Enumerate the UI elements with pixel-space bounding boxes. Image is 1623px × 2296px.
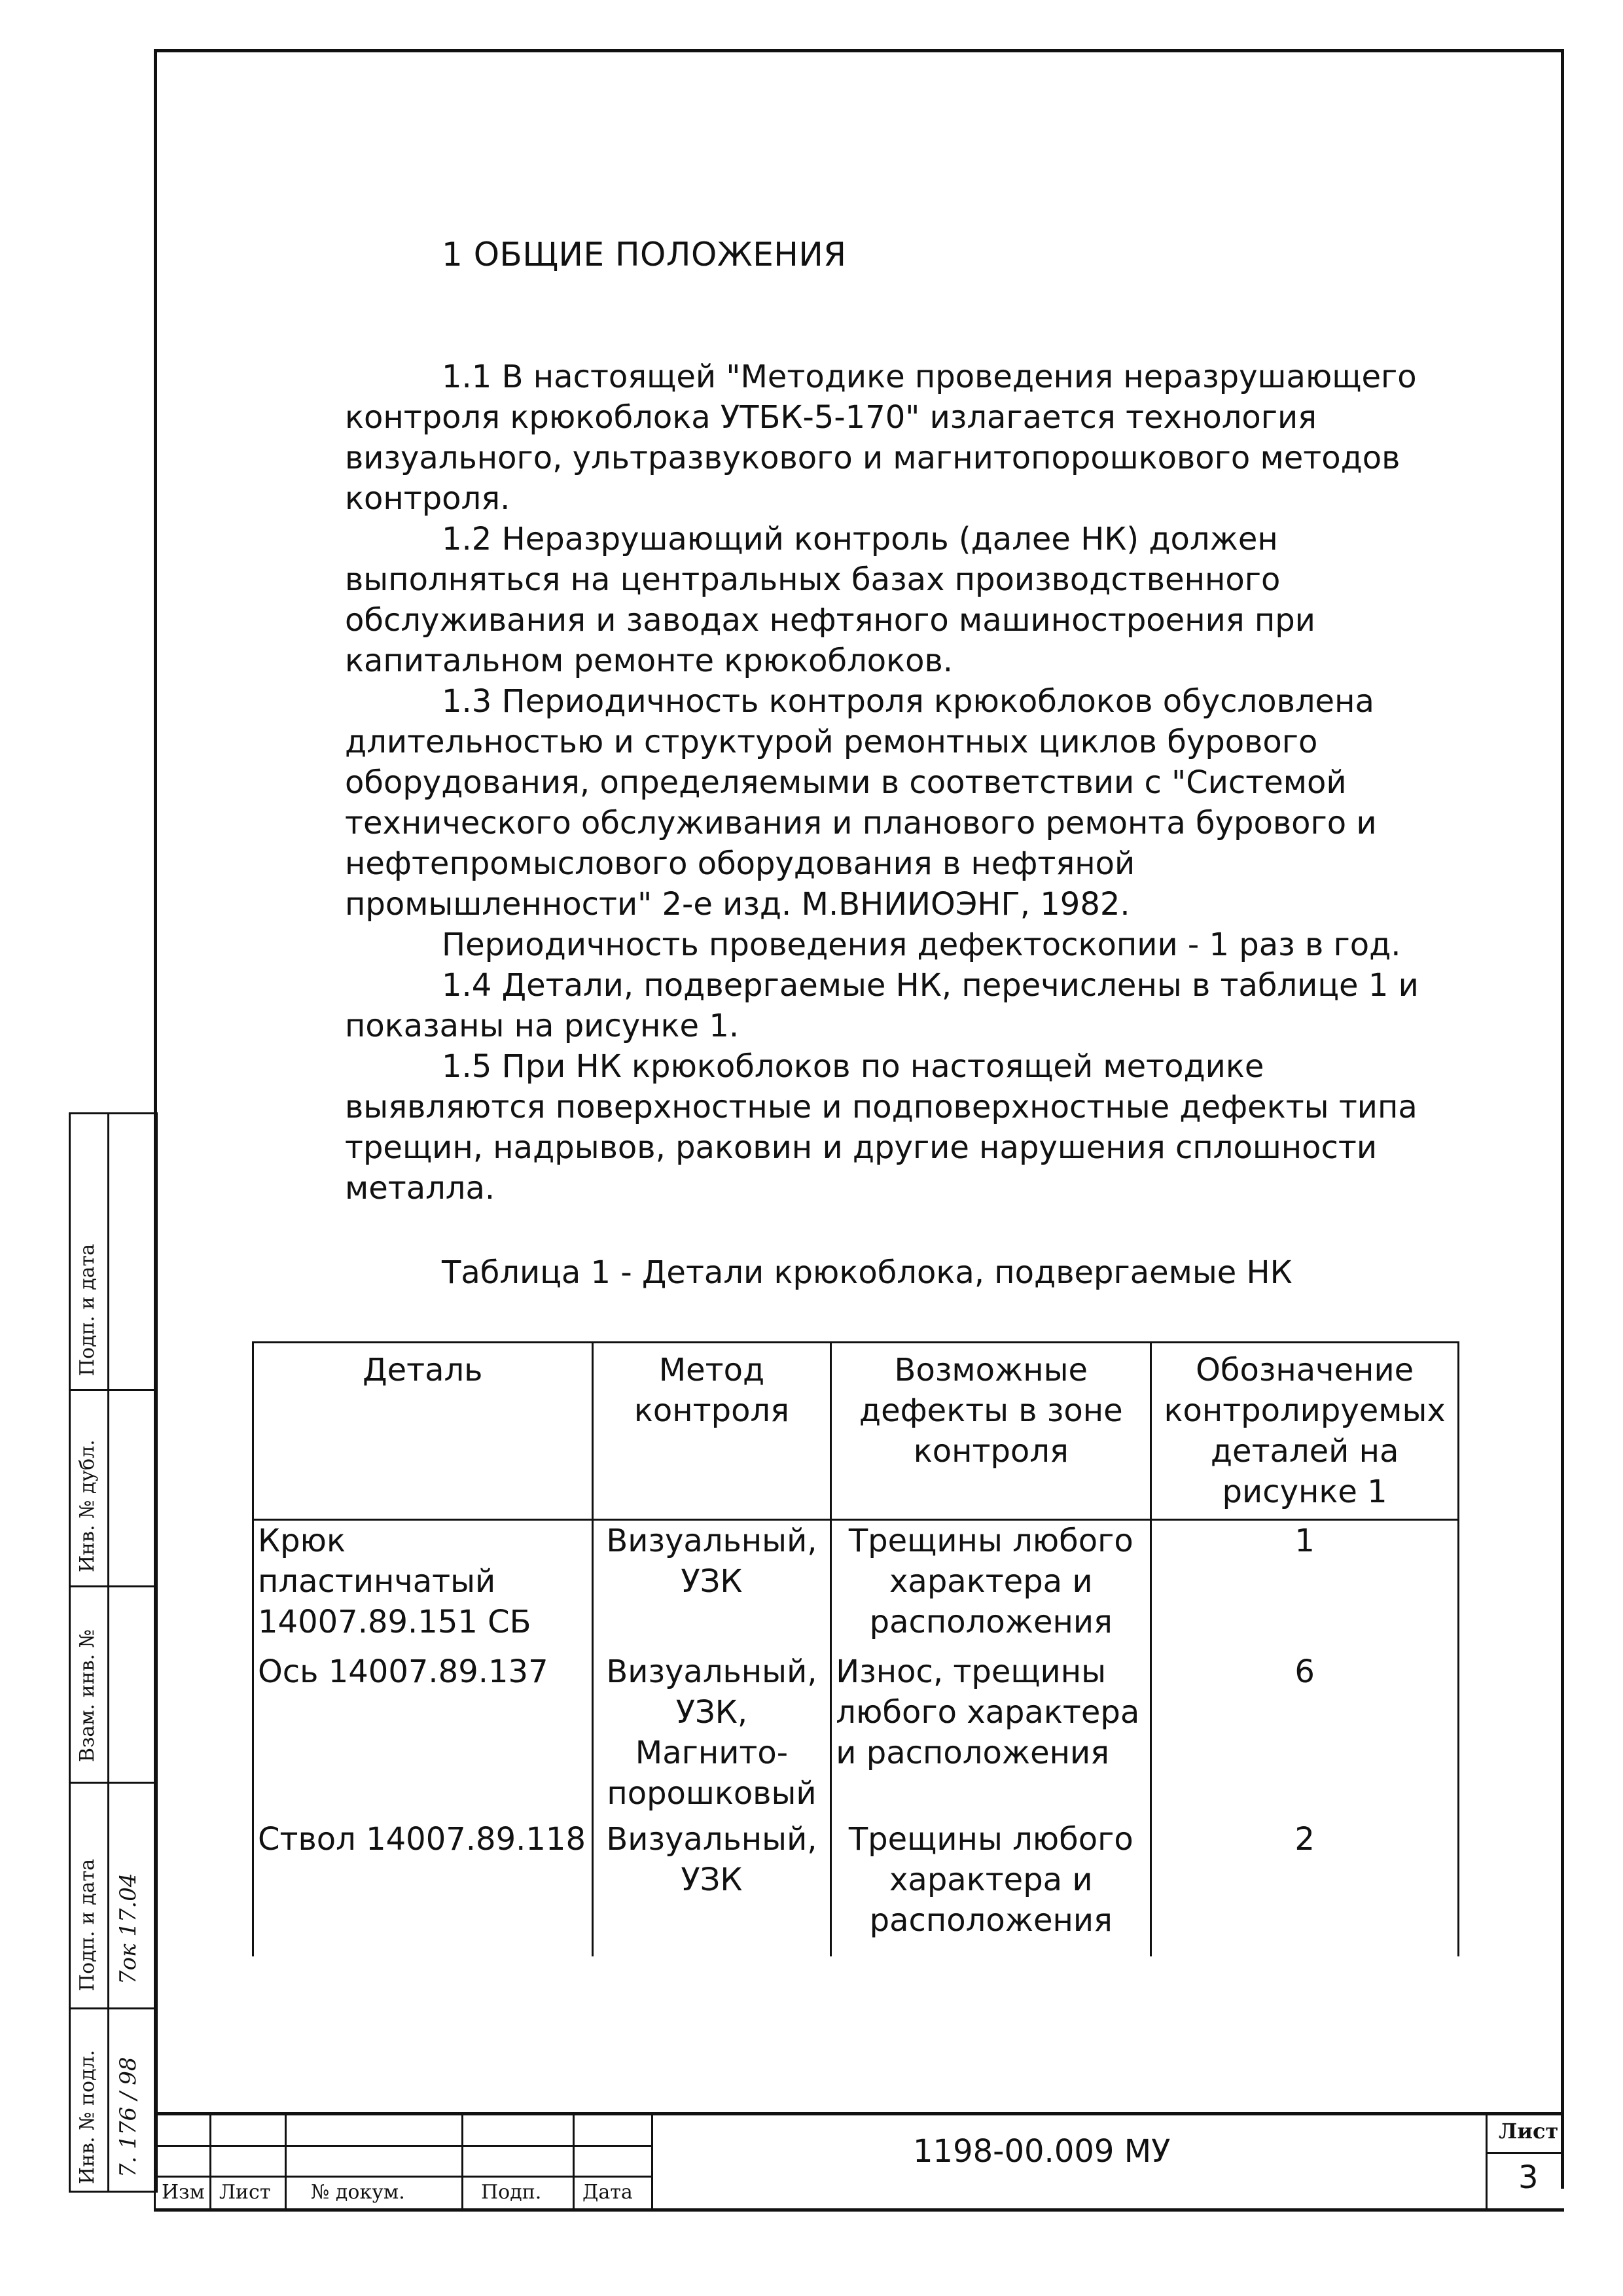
cell-defects: Трещины любого характера и расположения	[831, 1819, 1151, 1956]
section-heading: 1 ОБЩИЕ ПОЛОЖЕНИЯ	[442, 236, 847, 274]
tb-divider	[573, 2115, 575, 2208]
tb-divider	[285, 2115, 287, 2208]
header-mark: Обозначение контролируемых деталей на рисунке 1	[1151, 1343, 1459, 1520]
paragraph-1-1: 1.1 В настоящей "Методике проведения неразрушающего контроля крюкоблока УТБК-5-170" излагается технология визуального, ультразвукового и магнитопорошкового методов контроля.	[345, 359, 1417, 517]
stamp-label-orig-inv: Инв. № подл.	[76, 2049, 99, 2184]
tb-divider	[154, 2115, 156, 2208]
stamp-divider	[107, 1114, 109, 2191]
tb-divider	[209, 2115, 211, 2208]
document-number: 1198-00.009 МУ	[913, 2133, 1171, 2170]
header-method: Метод контроля	[592, 1343, 831, 1520]
tb-label-change: Изм	[162, 2181, 205, 2204]
tb-label-sheet: Лист	[219, 2181, 271, 2204]
tb-divider	[1486, 2152, 1564, 2154]
paragraph-1-2: 1.2 Неразрушающий контроль (далее НК) должен выполняться на центральных базах производственного обслуживания и заводах нефтяного машиностроения при капитальном ремонте крюкоблоков.	[345, 521, 1315, 679]
handwritten-signature-date: 7ок 17.04	[115, 1873, 141, 1985]
cell-mark: 1	[1151, 1520, 1459, 1652]
cell-defects: Трещины любого характера и расположения	[831, 1520, 1151, 1652]
table-row	[253, 1819, 1459, 1956]
tb-divider	[154, 2145, 651, 2147]
stamp-label-sign-date-2: Подп. и дата	[76, 1858, 99, 1991]
table-caption: Таблица 1 - Детали крюкоблока, подвергаемые НК	[442, 1254, 1293, 1291]
cell-method: Визуальный, УЗК	[592, 1520, 831, 1652]
cell-method: Визуальный, УЗК	[592, 1819, 831, 1956]
cell-detail: Крюк пластинчатый 14007.89.151 СБ	[253, 1520, 593, 1652]
cell-method: Визуальный, УЗК, Магнито-порошковый	[592, 1651, 831, 1819]
tb-divider	[1486, 2115, 1488, 2208]
cell-detail: Ствол 14007.89.118	[253, 1819, 593, 1956]
title-block	[154, 2112, 1564, 2212]
body-text	[345, 357, 1444, 1209]
sheet-number: 3	[1518, 2159, 1539, 2196]
tb-label-doc-no: № докум.	[311, 2181, 405, 2204]
table-row	[253, 1520, 1459, 1652]
cell-defects: Износ, трещины любого характера и расположения	[831, 1651, 1151, 1819]
cell-mark: 6	[1151, 1651, 1459, 1819]
header-defects: Возможные дефекты в зоне контроля	[831, 1343, 1151, 1520]
margin-stamp	[69, 1112, 158, 2193]
tb-label-date: Дата	[582, 2181, 633, 2204]
table-row	[253, 1651, 1459, 1819]
handwritten-inv-number: 7. 176 / 98	[115, 2057, 141, 2178]
paragraph-1-4: 1.4 Детали, подвергаемые НК, перечислены в таблице 1 и показаны на рисунке 1.	[345, 967, 1419, 1044]
stamp-divider	[71, 2007, 156, 2009]
sheet-label: Лист	[1499, 2119, 1559, 2144]
paragraph-periodicity: Периодичность проведения дефектоскопии - 1 раз в год.	[442, 927, 1401, 963]
cell-mark: 2	[1151, 1819, 1459, 1956]
stamp-label-replace-inv: Взам. инв. №	[76, 1629, 99, 1762]
cell-detail: Ось 14007.89.137	[253, 1651, 593, 1819]
tb-divider	[461, 2115, 463, 2208]
tb-label-signature: Подп.	[481, 2181, 542, 2204]
tb-divider	[154, 2176, 651, 2178]
stamp-divider	[71, 1389, 156, 1391]
table-header-row	[253, 1343, 1459, 1520]
stamp-divider	[71, 1782, 156, 1784]
stamp-divider	[71, 1585, 156, 1587]
paragraph-1-5: 1.5 При НК крюкоблоков по настоящей методике выявляются поверхностные и подповерхностные дефекты типа трещин, надрывов, раковин и другие нарушения сплошности металла.	[345, 1048, 1418, 1207]
details-table	[252, 1341, 1459, 1956]
header-detail: Деталь	[253, 1343, 593, 1520]
tb-divider	[651, 2115, 653, 2208]
stamp-label-dup-inv: Инв. № дубл.	[76, 1439, 99, 1572]
stamp-label-sign-date: Подп. и дата	[76, 1243, 99, 1376]
paragraph-1-3: 1.3 Периодичность контроля крюкоблоков обусловлена длительностью и структурой ремонтных циклов бурового оборудования, определяемыми в соответствии с "Системой технического обслуживания и планового ремонта бурового и нефтепромыслового оборудования в нефтяной промышленности" 2-е изд. М.ВНИИОЭНГ, 1982.	[345, 683, 1377, 923]
